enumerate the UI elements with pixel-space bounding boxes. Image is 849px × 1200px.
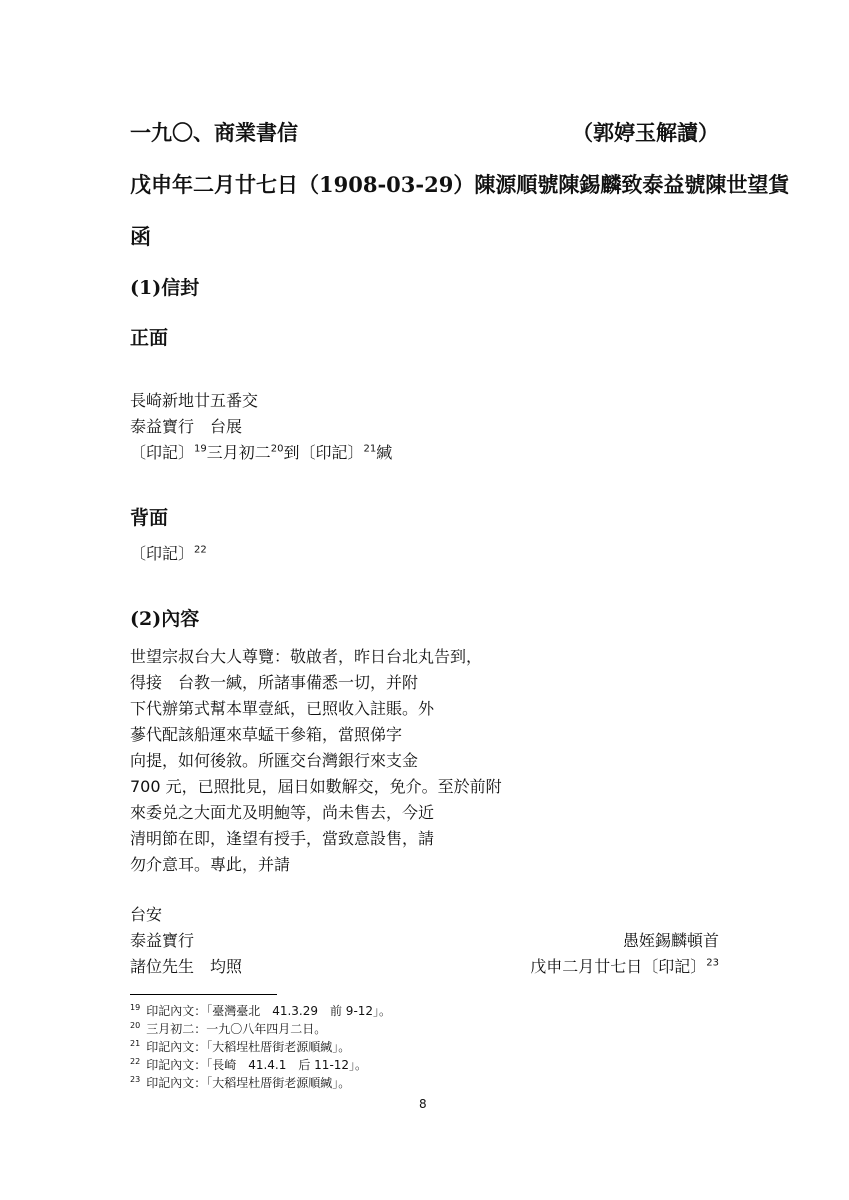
letter-line: 下代辦第式幫本單壹紙，已照收入註賬。外 <box>130 699 435 718</box>
footnote-number: 21 <box>130 1039 141 1048</box>
letter-recipient-2: 諸位先生 均照 <box>130 957 243 976</box>
envelope-back-line <box>130 541 207 564</box>
title-left: 一九〇、商業書信 <box>130 120 298 145</box>
footnote-text: 印記內文：「大稻埕杜厝街老源順緘」。 <box>146 1076 351 1090</box>
footnote <box>130 1020 326 1037</box>
title-line-1: 戊申年二月廿七日（1908-03-29）陳源順號陳錫麟致泰益號陳世望貨 <box>130 172 790 197</box>
footnote-number: 22 <box>130 1057 141 1066</box>
letter-recipient-1: 泰益寶行 <box>130 931 195 950</box>
letter-sender: 愚姪錫麟頓首 <box>622 931 719 950</box>
letter-line: 勿介意耳。專此，并請 <box>130 855 291 874</box>
page-number: 8 <box>419 1097 427 1111</box>
letter-line: 得接 台教一緘，所諸事備悉一切，并附 <box>130 673 419 692</box>
letter-line: 向提，如何後敘。所匯交台灣銀行來支金 <box>130 751 419 770</box>
envelope-front-line-3 <box>130 440 392 463</box>
envelope-back-heading: 背面 <box>130 507 169 529</box>
letter-date-text: 戊申二月廿七日〔印記〕 <box>530 957 707 976</box>
letter-line: 來委兑之大面尤及明鮑等，尚未售去，今近 <box>130 803 435 822</box>
footnote-ref-20: 20 <box>270 443 284 455</box>
footnote-ref-23: 23 <box>706 957 719 969</box>
letter-line: 蔘代配該船運來草蜢干參箱，當照俤字 <box>130 725 403 744</box>
arrival-date: 三月初二 <box>206 443 271 462</box>
footnote-number: 20 <box>130 1021 141 1030</box>
title-line-2: 函 <box>130 224 151 249</box>
footnote-ref-21: 21 <box>363 443 377 455</box>
footnote-text: 印記內文：「臺灣臺北 41.3.29 前 9-12」。 <box>146 1004 392 1018</box>
envelope-front-line-1: 長崎新地廿五番交 <box>130 391 259 410</box>
footnote <box>130 1074 350 1091</box>
footnote <box>130 1038 350 1055</box>
envelope-front-line-2: 泰益寶行 台展 <box>130 417 243 436</box>
footnote-text: 印記內文：「長崎 41.4.1 后 11-12」。 <box>146 1058 368 1072</box>
footnote-text: 三月初二：一九〇八年四月二日。 <box>146 1022 327 1036</box>
letter-date <box>530 954 719 977</box>
seal-mark: 〔印記〕 <box>130 544 195 563</box>
letter-line: 清明節在即，逢望有授手，當致意設售，請 <box>130 829 435 848</box>
letter-line: 700 元，已照批見，屆日如數解交，免介。至於前附 <box>130 777 502 796</box>
seal-mark: 到〔印記〕 <box>283 443 364 462</box>
sealed-label: 緘 <box>376 443 393 462</box>
footnote <box>130 1056 367 1073</box>
letter-closing: 台安 <box>130 905 163 924</box>
section-envelope-heading: (1)信封 <box>130 277 200 299</box>
footnote-number: 23 <box>130 1075 141 1084</box>
footnote-text: 印記內文：「大稻埕杜厝街老源順緘」。 <box>146 1040 351 1054</box>
footnote-ref-22: 22 <box>194 544 207 556</box>
footnote-number: 19 <box>130 1003 141 1012</box>
letter-line: 世望宗叔台大人尊覽：敬啟者，昨日台北丸告到， <box>130 647 483 666</box>
footnote-divider <box>130 994 277 995</box>
title-right: （郭婷玉解讀） <box>572 120 719 145</box>
seal-mark: 〔印記〕 <box>130 443 195 462</box>
section-content-heading: (2)內容 <box>130 608 200 630</box>
envelope-front-heading: 正面 <box>130 327 169 349</box>
footnote <box>130 1002 391 1019</box>
footnote-ref-19: 19 <box>194 443 207 455</box>
